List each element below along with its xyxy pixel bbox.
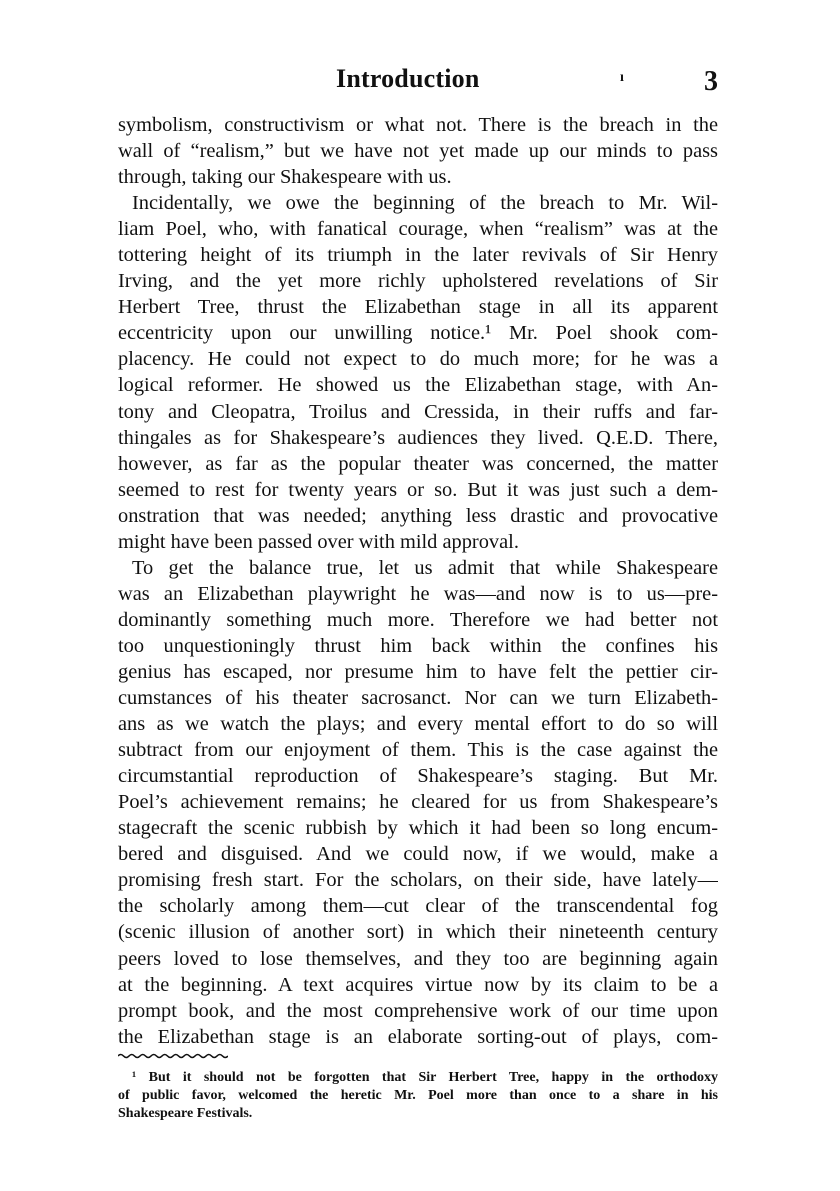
text-line: seemed to rest for twenty years or so. But it was just such a dem-: [118, 478, 718, 501]
text-line: was an Elizabethan playwright he was—and now is to us—pre-: [118, 582, 718, 605]
text-line: subtract from our enjoyment of them. This is the case against the: [118, 739, 718, 762]
text-line: might have been passed over with mild approval.: [118, 530, 519, 553]
text-line: prompt book, and the most comprehensive work of our time upon: [118, 999, 718, 1022]
body-text: [118, 112, 718, 1050]
text-line: genius has escaped, nor presume him to have felt the pettier cir-: [118, 660, 718, 683]
text-line: peers loved to lose themselves, and they too are beginning again: [118, 947, 718, 970]
text-line: dominantly something much more. Therefore we had better not: [118, 608, 718, 631]
text-line: symbolism, constructivism or what not. There is the breach in the: [118, 114, 718, 136]
text-line: (scenic illusion of another sort) in which their nineteenth century: [118, 921, 718, 944]
header-mark: ı: [620, 70, 624, 85]
text-line: however, as far as the popular theater was concerned, the matter: [118, 452, 718, 475]
text-line: eccentricity upon our unwilling notice.¹ Mr. Poel shook com-: [118, 322, 718, 345]
footnote-line: Shakespeare Festivals.: [118, 1106, 253, 1122]
text-line: Poel’s achievement remains; he cleared for us from Shakespeare’s: [118, 791, 718, 814]
footnotes: [118, 1069, 718, 1124]
footnote-rule: [118, 1053, 228, 1059]
footnote-line: of public favor, welcomed the heretic Mr. Poel more than once to a share in his: [118, 1088, 718, 1104]
text-line: Irving, and the yet more richly upholstered revelations of Sir: [118, 270, 718, 293]
text-line: bered and disguised. And we could now, if we would, make a: [118, 843, 718, 866]
text-line: logical reformer. He showed us the Elizabethan stage, with An-: [118, 374, 718, 397]
text-line: too unquestioningly thrust him back within the confines his: [118, 634, 718, 657]
text-line: thingales as for Shakespeare’s audiences they lived. Q.E.D. There,: [118, 426, 718, 449]
text-line: stagecraft the scenic rubbish by which it had been so long encum-: [118, 817, 718, 840]
text-line: the Elizabethan stage is an elaborate sorting-out of plays, com-: [118, 1025, 718, 1048]
text-line: wall of “realism,” but we have not yet made up our minds to pass: [118, 140, 718, 163]
text-line: cumstances of his theater sacrosanct. Nor can we turn Elizabeth-: [118, 687, 718, 710]
text-line: tony and Cleopatra, Troilus and Cressida, in their ruffs and far-: [118, 400, 718, 423]
text-line: tottering height of its triumph in the later revivals of Sir Henry: [118, 244, 718, 267]
page-number: 3: [704, 66, 718, 97]
text-line: liam Poel, who, with fanatical courage, when “realism” was at the: [118, 218, 718, 241]
text-line: Incidentally, we owe the beginning of the breach to Mr. Wil-: [132, 192, 718, 215]
text-line: circumstantial reproduction of Shakespeare’s staging. But Mr.: [118, 765, 718, 788]
chapter-title: Introduction: [336, 64, 480, 93]
text-line: placency. He could not expect to do much more; for he was a: [118, 348, 718, 371]
text-line: onstration that was needed; anything less drastic and provocative: [118, 504, 718, 527]
footnote-line: ¹ But it should not be forgotten that Sir Herbert Tree, happy in the orthodoxy: [132, 1070, 718, 1085]
running-header: [118, 64, 718, 104]
text-line: at the beginning. A text acquires virtue now by its claim to be a: [118, 973, 718, 996]
text-line: To get the balance true, let us admit that while Shakespeare: [132, 556, 718, 579]
text-line: the scholarly among them—cut clear of the transcendental fog: [118, 895, 718, 918]
text-line: promising fresh start. For the scholars, on their side, have lately—: [118, 869, 718, 892]
text-line: ans as we watch the plays; and every mental effort to do so will: [118, 713, 718, 736]
text-line: through, taking our Shakespeare with us.: [118, 166, 452, 189]
text-line: Herbert Tree, thrust the Elizabethan stage in all its apparent: [118, 296, 718, 319]
